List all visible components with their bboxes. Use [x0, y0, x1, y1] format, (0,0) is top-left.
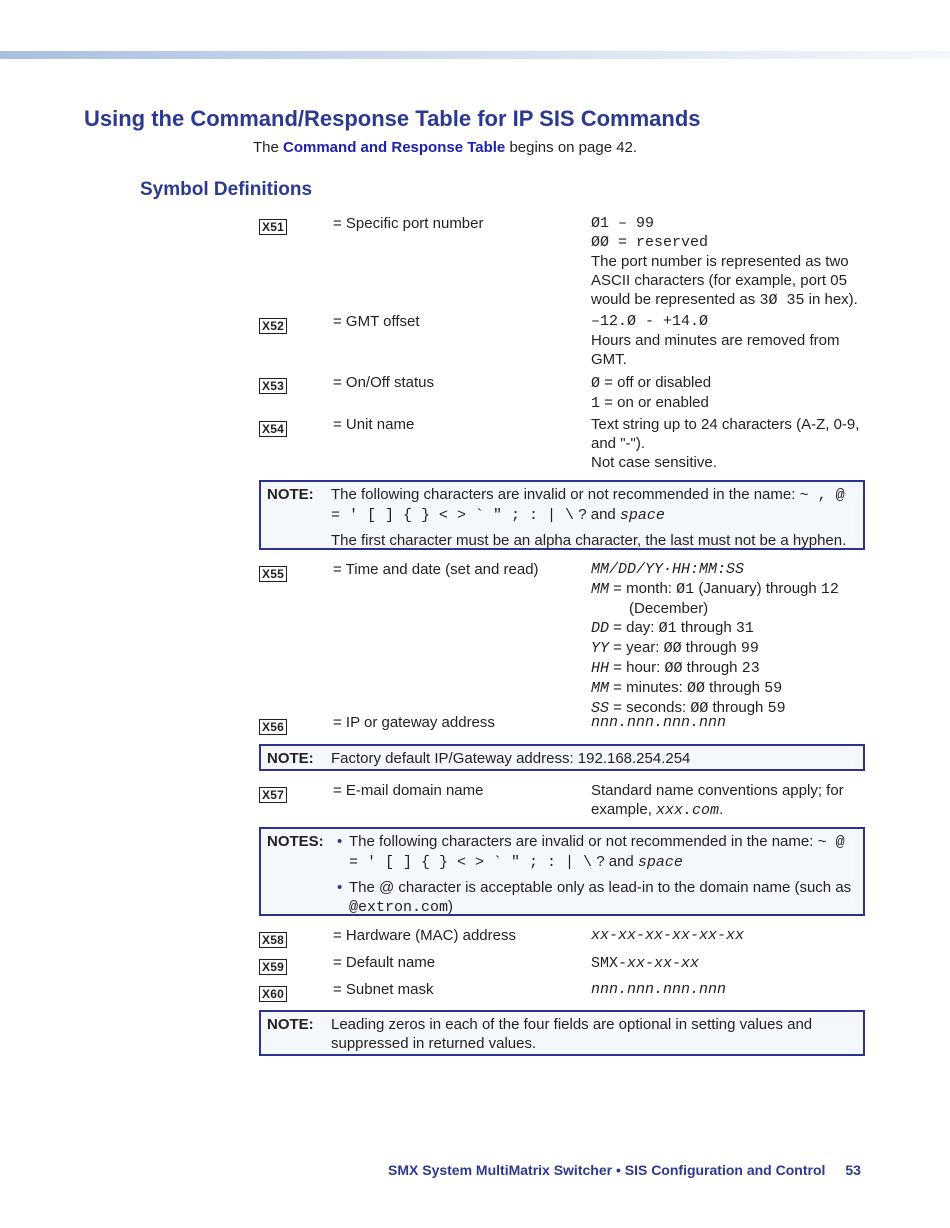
note-bullet: • The following characters are invalid or not recommended in the name: ~ @ = ' [ ] { } < > ` " ; : | \ ? and space: [337, 832, 855, 872]
symbol-x54: X54: [259, 420, 287, 437]
symbol-x56-values: nnn.nnn.nnn.nnn: [591, 714, 727, 731]
symbol-x59: X59: [259, 958, 287, 975]
note-invalid-name-chars: NOTE: The following characters are invalid or not recommended in the name: ~ , @ = ' [ ] { } < > ` " ; : | \ ? and space The first character must be an alpha character, the last must not be a hyphen.: [259, 480, 865, 550]
symbol-x54-values: Text string up to 24 characters (A-Z, 0-9, and "-"). Not case sensitive.: [591, 416, 860, 471]
symbol-x51-values: Ø1 – 99 ØØ = reserved The port number is represented as two ASCII characters (for example, port 05 would be represented as 3Ø 35 in hex).: [591, 215, 858, 309]
note-email-invalid-chars: NOTES: • The following characters are invalid or not recommended in the name: ~ @ = ' [ ] { } < > ` " ; : | \ ? and space • The @ character is acceptable only as lead-in to the domain name (such as @extron.com): [259, 827, 865, 916]
intro-text: The Command and Response Table begins on page 42.: [253, 139, 638, 156]
page-footer: SMX System MultiMatrix Switcher • SIS Configuration and Control 53: [388, 1162, 861, 1178]
note-bullet: • The @ character is acceptable only as lead-in to the domain name (such as @extron.com): [337, 878, 855, 917]
symbol-x51-desc: = Specific port number: [333, 215, 484, 232]
symbol-x52-desc: = GMT offset: [333, 313, 420, 330]
symbol-x58: X58: [259, 931, 287, 948]
page-title: Using the Command/Response Table for IP SIS Commands: [84, 106, 701, 131]
symbol-x53: X53: [259, 377, 287, 394]
symbol-x59-values: SMX-xx-xx-xx: [591, 955, 700, 972]
symbol-x60-desc: = Subnet mask: [333, 981, 434, 998]
symbol-x57-desc: = E-mail domain name: [333, 782, 484, 799]
symbol-x57-values: Standard name conventions apply; for example, xxx.com.: [591, 782, 844, 819]
symbol-x56-desc: = IP or gateway address: [333, 714, 495, 731]
note-factory-default-ip: NOTE: Factory default IP/Gateway address: 192.168.254.254: [259, 744, 865, 771]
symbol-x52: X52: [259, 317, 287, 334]
header-gradient-bar: [0, 51, 950, 59]
symbol-x55: X55: [259, 565, 287, 582]
symbol-x53-values: Ø = off or disabled 1 = on or enabled: [591, 374, 712, 412]
symbol-x58-desc: = Hardware (MAC) address: [333, 927, 516, 944]
symbol-x55-desc: = Time and date (set and read): [333, 561, 539, 578]
symbol-x51: X51: [259, 218, 287, 235]
symbol-x55-values: MM/DD/YY·HH:MM:SS MM = month: Ø1 (January) through 12 (December) DD = day: Ø1 through 31 YY = year: ØØ through 99 HH = hour: ØØ through 23 MM = minutes: ØØ through 59 SS = seconds: ØØ through 59: [591, 561, 839, 717]
symbol-x54-desc: = Unit name: [333, 416, 415, 433]
section-title: Symbol Definitions: [140, 179, 313, 200]
symbol-x60: X60: [259, 985, 287, 1002]
note-leading-zeros: NOTE: Leading zeros in each of the four fields are optional in setting values and suppressed in returned values.: [259, 1010, 865, 1056]
symbol-x58-values: xx-xx-xx-xx-xx-xx: [591, 927, 745, 944]
symbol-x60-values: nnn.nnn.nnn.nnn: [591, 981, 727, 998]
symbol-x53-desc: = On/Off status: [333, 374, 435, 391]
symbol-x52-values: –12.Ø - +14.Ø Hours and minutes are removed from GMT.: [591, 313, 840, 368]
command-response-table-link[interactable]: Command and Response Table: [283, 139, 506, 156]
page-number: 53: [845, 1162, 861, 1178]
symbol-x56: X56: [259, 718, 287, 735]
symbol-x59-desc: = Default name: [333, 954, 436, 971]
symbol-x57: X57: [259, 786, 287, 803]
